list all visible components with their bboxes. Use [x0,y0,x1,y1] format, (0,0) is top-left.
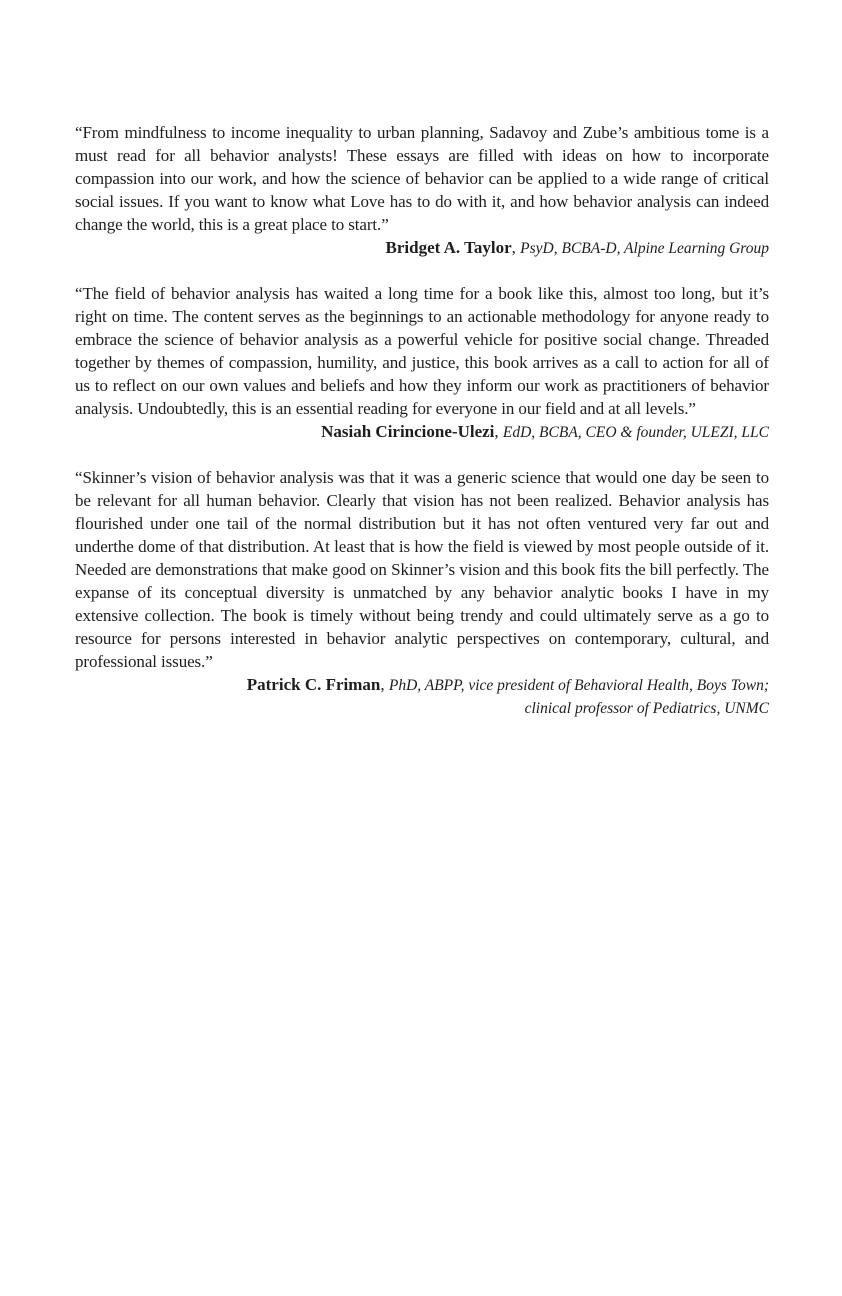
endorser-name: Nasiah Cirincione-Ulezi [321,422,495,441]
endorsement-cirincione-ulezi [75,282,769,444]
endorser-name: Patrick C. Friman [246,675,381,694]
endorsement-friman [75,466,769,720]
endorsement-attribution [75,673,769,720]
attribution-separator: , [511,238,521,257]
endorsement-attribution [75,420,769,444]
endorsements-page [75,121,769,742]
endorsement-quote: “From mindfulness to income inequality to urban planning, Sadavoy and Zube’s ambitious tome is a must read for all behavior analysts! These essays are filled with ideas on how to incorporate compassion into our work, and how the science of behavior can be applied to a wide range of critical social issues. If you want to know what Love has to do with it, and how behavior analysis can indeed change the world, this is a great place to start.” [75,123,769,234]
endorser-credentials-line2: clinical professor of Pediatrics, UNMC [524,700,769,717]
attribution-separator: , [494,422,503,441]
endorser-credentials: PhD, ABPP, vice president of Behavioral Health, Boys Town; [388,677,769,694]
endorsement-quote: “The field of behavior analysis has waited a long time for a book like this, almost too long, but it’s right on time. The content serves as the beginnings to an actionable methodology for anyone ready to embrace the science of behavior analysis as a powerful vehicle for positive social change. Threaded together by themes of compassion, humility, and justice, this book arrives as a call to action for all of us to reflect on our own values and beliefs and how they inform our work as practitioners of behavior analysis. Undoubtedly, this is an essential reading for everyone in our field and at all levels.” [75,284,769,418]
endorser-name: Bridget A. Taylor [385,238,512,257]
endorser-credentials: PsyD, BCBA-D, Alpine Learning Group [520,240,769,257]
endorsement-taylor [75,121,769,260]
attribution-separator: , [380,675,389,694]
endorser-credentials: EdD, BCBA, CEO & founder, ULEZI, LLC [502,424,769,441]
endorsement-quote: “Skinner’s vision of behavior analysis was that it was a generic science that would one day be seen to be relevant for all human behavior. Clearly that vision has not been realized. Behavior analysis has flourished under one tail of the normal distribution but it has not often ventured very far out and underthe dome of that distribution. At least that is how the field is viewed by most people outside of it. Needed are demonstrations that make good on Skinner’s vision and this book fits the bill perfectly. The expanse of its conceptual diversity is unmatched by any behavior analytic books I have in my extensive collection. The book is timely without being trendy and could ultimately serve as a go to resource for persons interested in behavior analytic perspectives on contemporary, cultural, and professional issues.” [75,468,769,671]
endorsement-attribution [75,236,769,260]
